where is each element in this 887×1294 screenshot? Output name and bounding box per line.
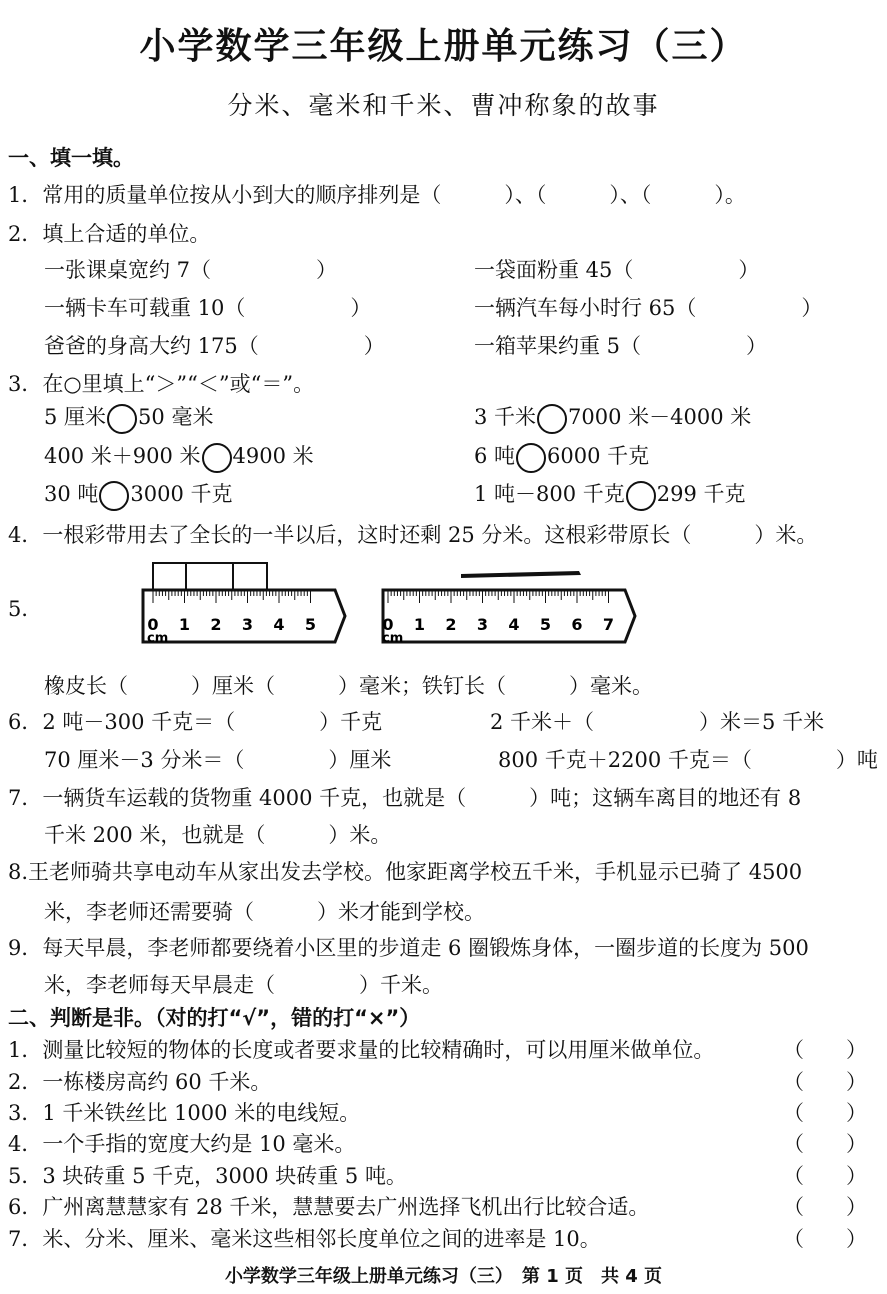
ruler-tick-label: 0 [382,615,394,634]
q2-item-6: 一箱苹果约重 5（ ） [474,334,768,358]
q2-item-5: 爸爸的身高大约 175（ ） [44,334,385,358]
section1-heading: 一、填一填。 [8,146,134,170]
q3-item-3-right: 4900 米 [232,444,314,468]
q3-item-3 [44,441,314,473]
q8-line1: 8.王老师骑共享电动车从家出发去学校。他家距离学校五千米，手机显示已骑了 4500 [8,860,803,884]
q3-item-5-left: 30 吨 [44,482,99,506]
q8-line2: 米，李老师还需要骑（ ）米才能到学校。 [44,900,485,924]
ruler-tick-label: 5 [304,615,317,634]
compare-circle[interactable] [107,404,137,434]
q6-line1b: 2 千米＋（ ）米＝5 千米 [490,710,825,734]
compare-circle[interactable] [626,481,656,511]
judge-item-1: 1．测量比较短的物体的长度或者要求量的比较精确时，可以用厘米做单位。 [8,1038,715,1062]
judge-item-6: 6．广州离慧慧家有 28 千米，慧慧要去广州选择飞机出行比较合适。 [8,1195,650,1219]
page-footer: 小学数学三年级上册单元练习（三） 第 1 页 共 4 页 [224,1266,663,1287]
page-subtitle: 分米、毫米和千米、曹冲称象的故事 [227,91,660,120]
q1-text: 1．常用的质量单位按从小到大的顺序排列是（ ）、（ ）、（ ）。 [8,183,746,207]
judge-paren-6[interactable]: （ ） [783,1195,867,1219]
q3-item-4 [474,441,649,473]
nail [461,571,581,578]
q7-line2: 千米 200 米，也就是（ ）米。 [44,823,392,847]
q3-item-6 [474,479,746,511]
q3-item-2-left: 3 千米 [474,405,537,429]
ruler-nail-figure [375,558,645,648]
q9-line2: 米，李老师每天早晨走（ ）千米。 [44,973,443,997]
q3-item-5-right: 3000 千克 [130,482,233,506]
q3-item-4-left: 6 吨 [474,444,516,468]
ruler-tick-label: 4 [508,615,520,634]
q2-item-4: 一辆汽车每小时行 65（ ） [474,296,823,320]
q6-line2a: 70 厘米－3 分米＝（ ）厘米 [44,748,392,772]
judge-item-3: 3．1 千米铁丝比 1000 米的电线短。 [8,1101,361,1125]
judge-item-4: 4．一个手指的宽度大约是 10 毫米。 [8,1132,356,1156]
ruler-tick-label: 5 [539,615,552,634]
section2-heading: 二、判断是非。（对的打“√”，错的打“×”） [8,1006,421,1030]
q6-line1a: 6．2 吨－300 千克＝（ ）千克 [8,710,383,734]
q5-number: 5． [8,597,43,621]
q3-item-3-left: 400 米＋900 米 [44,444,201,468]
q2-item-1: 一张课桌宽约 7（ ） [44,258,338,282]
ruler-tick-label: 4 [273,615,285,634]
ruler-eraser-figure [135,558,355,648]
eraser [153,563,267,590]
judge-paren-1[interactable]: （ ） [783,1038,867,1062]
ruler-tick-label: 7 [602,615,615,634]
q9-line1: 9．每天早晨，李老师都要绕着小区里的步道走 6 圈锻炼身体，一圈步道的长度为 500 [8,936,809,960]
ruler-tick-label: 6 [571,615,583,634]
judge-paren-4[interactable]: （ ） [783,1132,867,1156]
ruler-unit-label: cm [147,631,169,646]
judge-item-5: 5．3 块砖重 5 千克，3000 块砖重 5 吨。 [8,1164,407,1188]
q3-item-5 [44,479,233,511]
ruler-tick-label: 2 [445,615,457,634]
ruler-tick-label: 3 [241,615,254,634]
compare-circle[interactable] [202,443,232,473]
ruler-tick-label: 0 [147,615,159,634]
q3-item-4-right: 6000 千克 [547,444,650,468]
q3-stem: 3．在○里填上“＞”“＜”或“＝”。 [8,372,315,396]
q3-item-1-left: 5 厘米 [44,405,107,429]
compare-circle[interactable] [99,481,129,511]
q2-item-2: 一袋面粉重 45（ ） [474,258,760,282]
judge-paren-7[interactable]: （ ） [783,1227,867,1251]
ruler-tick-label: 2 [210,615,222,634]
q7-line1: 7．一辆货车运载的货物重 4000 千克，也就是（ ）吨；这辆车离目的地还有 8 [8,786,802,810]
q3-item-6-right: 299 千克 [656,482,746,506]
q3-item-6-left: 1 吨－800 千克 [474,482,625,506]
q5-answer: 橡皮长（ ）厘米（ ）毫米；铁钉长（ ）毫米。 [44,674,653,698]
ruler-tick-label: 1 [413,615,426,634]
compare-circle[interactable] [537,404,567,434]
ruler-tick-label: 1 [178,615,191,634]
compare-circle[interactable] [516,443,546,473]
q2-stem: 2．填上合适的单位。 [8,222,211,246]
q6-line2b: 800 千克＋2200 千克＝（ ）吨 [498,748,878,772]
judge-paren-5[interactable]: （ ） [783,1164,867,1188]
judge-paren-2[interactable]: （ ） [783,1070,867,1094]
q3-item-1 [44,402,213,434]
judge-item-7: 7．米、分米、厘米、毫米这些相邻长度单位之间的进率是 10。 [8,1227,601,1251]
q3-item-2-right: 7000 米－4000 米 [568,405,752,429]
page-title: 小学数学三年级上册单元练习（三） [139,26,748,67]
q4-text: 4．一根彩带用去了全长的一半以后，这时还剩 25 分米。这根彩带原长（ ）米。 [8,523,818,547]
q3-item-1-right: 50 毫米 [138,405,214,429]
ruler-tick-label: 3 [476,615,489,634]
q2-item-3: 一辆卡车可载重 10（ ） [44,296,372,320]
judge-paren-3[interactable]: （ ） [783,1101,867,1125]
judge-item-2: 2．一栋楼房高约 60 千米。 [8,1070,272,1094]
ruler-unit-label: cm [382,631,404,646]
q3-item-2 [474,402,751,434]
